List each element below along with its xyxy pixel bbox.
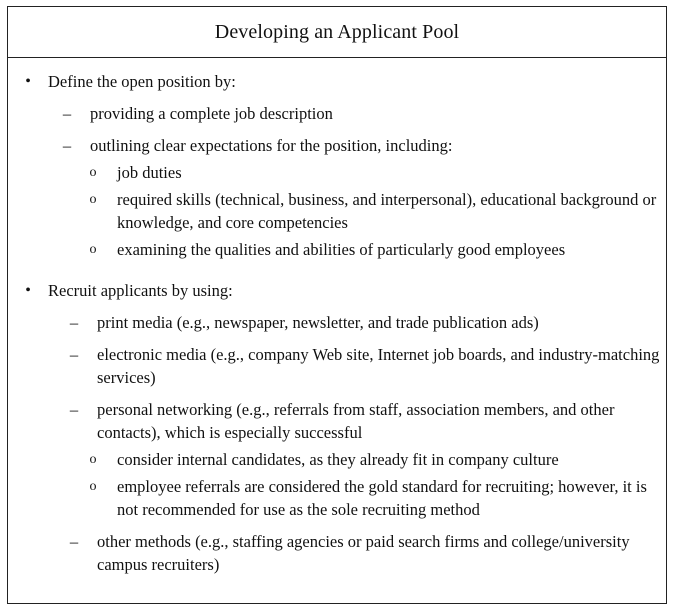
list-item-text: employee referrals are considered the gold standard for recruiting; however, it is not recommended for use as the sole recruiting method <box>117 477 647 519</box>
list-item <box>8 134 666 157</box>
list-item-text: Define the open position by: <box>48 72 236 91</box>
list-item <box>8 343 666 389</box>
dash-icon: – <box>69 313 79 332</box>
dash-icon: – <box>62 104 72 123</box>
list-item <box>8 102 666 125</box>
bullet-icon: • <box>25 282 31 299</box>
circle-bullet-icon: o <box>89 192 97 207</box>
list-item-text: personal networking (e.g., referrals from staff, association members, and other contacts), which is especially successful <box>97 400 615 442</box>
list-subitem <box>8 238 666 261</box>
dash-icon: – <box>69 532 79 551</box>
list-subitem <box>8 448 666 471</box>
bullet-icon: • <box>25 73 31 90</box>
list-item-text: print media (e.g., newspaper, newsletter, and trade publication ads) <box>97 313 539 332</box>
list-item <box>8 311 666 334</box>
list-subitem <box>8 161 666 184</box>
circle-bullet-icon: o <box>89 165 97 180</box>
circle-bullet-icon: o <box>89 479 97 494</box>
list-item-text: job duties <box>117 163 182 182</box>
dash-icon: – <box>69 400 79 419</box>
list-item-text: other methods (e.g., staffing agencies or paid search firms and college/university campus recruiters) <box>97 532 630 574</box>
box-title: Developing an Applicant Pool <box>8 7 666 58</box>
circle-bullet-icon: o <box>89 452 97 467</box>
list-item-recruit-applicants <box>8 279 666 302</box>
box-content <box>8 58 666 576</box>
list-item-text: consider internal candidates, as they already fit in company culture <box>117 450 559 469</box>
applicant-pool-box <box>7 6 667 604</box>
list-item-text: Recruit applicants by using: <box>48 281 233 300</box>
list-subitem <box>8 475 666 521</box>
list-item <box>8 530 666 576</box>
list-item-text: electronic media (e.g., company Web site, Internet job boards, and industry-matching services) <box>97 345 660 387</box>
dash-icon: – <box>69 345 79 364</box>
list-item <box>8 398 666 444</box>
list-subitem <box>8 188 666 234</box>
list-item-define-position <box>8 70 666 93</box>
list-item-text: outlining clear expectations for the position, including: <box>90 136 453 155</box>
list-item-text: providing a complete job description <box>90 104 333 123</box>
list-item-text: examining the qualities and abilities of particularly good employees <box>117 240 566 259</box>
dash-icon: – <box>62 136 72 155</box>
list-item-text: required skills (technical, business, and interpersonal), educational background or knowledge, and core competencies <box>117 190 657 232</box>
circle-bullet-icon: o <box>89 242 97 257</box>
